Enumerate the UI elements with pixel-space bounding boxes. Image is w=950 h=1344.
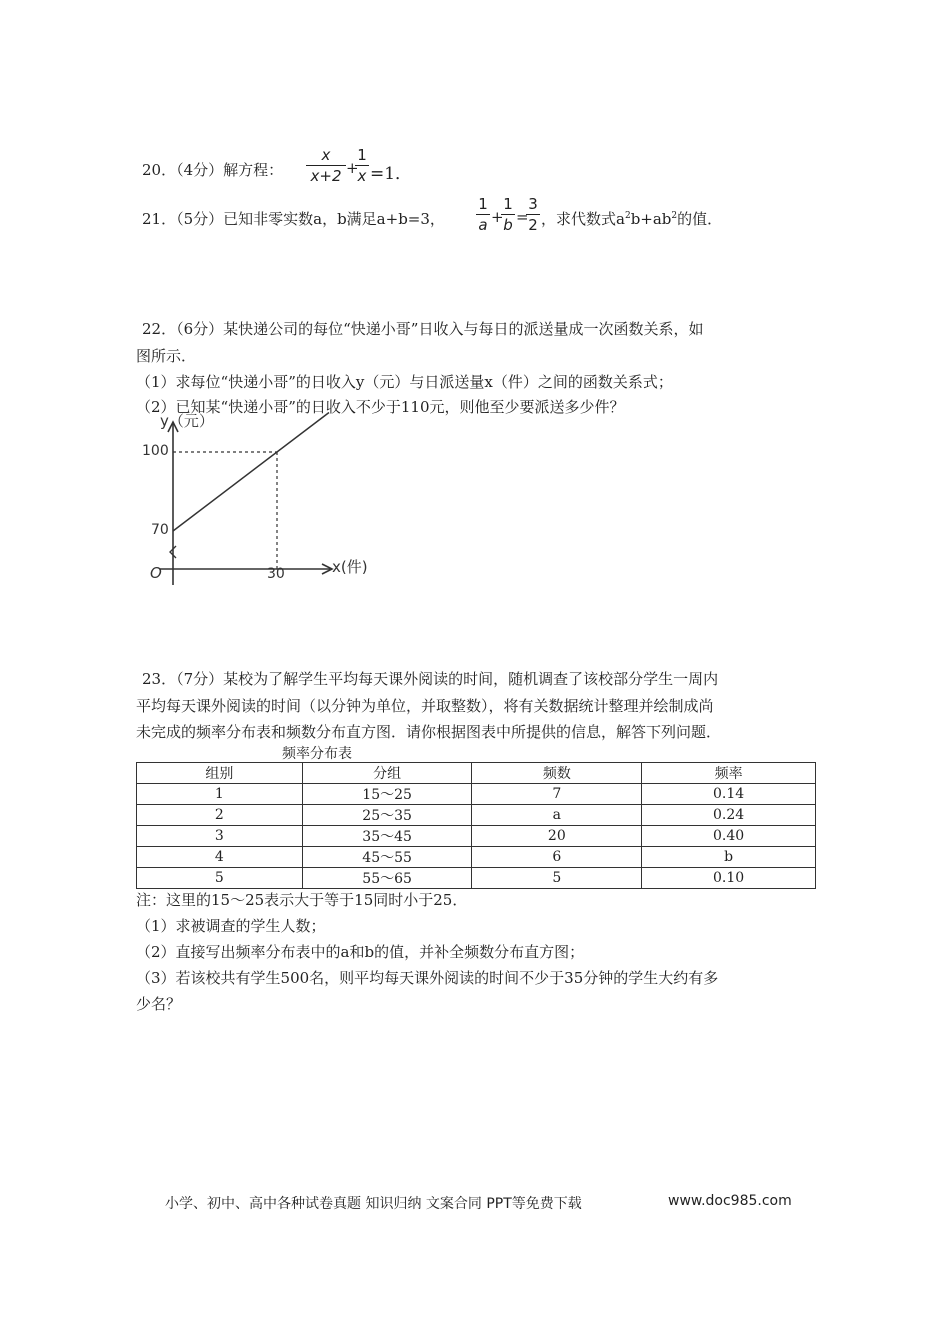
table-cell: 6 [472,847,642,868]
fraction-bar [476,214,490,215]
table-row [137,847,816,868]
q21-suffix-pre: ，求代数式a [541,210,625,228]
frequency-table [136,762,816,889]
fraction-bar [355,165,369,166]
table-cell: 0.24 [642,805,816,826]
q21-frac-b-denominator: b [503,216,513,234]
q23-part2: （2）直接写出频率分布表中的a和b的值，并补全频数分布直方图； [136,943,585,961]
table-cell: 3 [137,826,303,847]
q23-note: 注：这里的15～25表示大于等于15同时小于25． [136,891,468,909]
table-cell: 25～35 [302,805,472,826]
footer-url[interactable]: www.doc985.com [668,1193,792,1209]
q22-part2: （2）已知某“快递小哥”的日收入不少于110元，则他至少要派送多少件？ [136,398,625,416]
q21-frac-c-denominator: 2 [528,216,538,234]
table-cell: 15～25 [302,784,472,805]
q21-equals: = [516,208,529,226]
q21-fraction-a [476,195,490,234]
table-cell: 45～55 [302,847,472,868]
q22-part1: （1）求每位“快递小哥”的日收入y（元）与日派送量x（件）之间的函数关系式； [136,373,673,391]
table-cell: 55～65 [302,868,472,889]
table-cell: 0.10 [642,868,816,889]
header-cell: 频数 [472,763,642,784]
table-cell: 1 [137,784,303,805]
q22-function-graph [130,410,390,600]
q22-line1: 22．（6分）某快递公司的每位“快递小哥”日收入与每日的派送量成一次函数关系，如 [142,320,704,338]
q21-sup-2: 2 [671,211,678,221]
table-header-row [137,763,816,784]
table-cell: 35～45 [302,826,472,847]
header-cell: 组别 [137,763,303,784]
q21-suffix-mid: b+ab [630,210,672,228]
y-tick-100: 100 [142,443,169,459]
q23-line1: 23．（7分）某校为了解学生平均每天课外阅读的时间，随机调查了该校部分学生一周内 [142,670,719,688]
q21-suffix [541,208,722,229]
q23-part3-line1: （3）若该校共有学生500名，则平均每天课外阅读的时间不少于35分钟的学生大约有多 [136,969,719,987]
header-cell: 分组 [302,763,472,784]
q23-part1: （1）求被调查的学生人数； [136,917,326,935]
x-axis-label: x(件) [332,558,368,576]
header-cell: 频率 [642,763,816,784]
table-row [137,805,816,826]
q20-fraction-2 [355,146,369,185]
y-tick-70: 70 [151,522,169,538]
table-cell: 7 [472,784,642,805]
table-cell: 20 [472,826,642,847]
q20-suffix: =1． [370,164,413,184]
q20-frac2-denominator: x [357,167,367,185]
q23-line3: 未完成的频率分布表和频数分布直方图．请你根据图表中所提供的信息，解答下列问题． [136,723,722,741]
table-cell: 2 [137,805,303,826]
q21-frac-c-numerator: 3 [528,195,538,213]
table-cell: a [472,805,642,826]
origin-label: O [150,564,162,582]
q22-line2: 图所示． [136,347,197,365]
q21-frac-a-numerator: 1 [478,195,488,213]
footer-text: 小学、初中、高中各种试卷真题 知识归纳 文案合同 PPT等免费下载 [165,1196,582,1212]
table-cell: 0.14 [642,784,816,805]
q20-prefix: 20．（4分）解方程： [142,161,284,179]
table-row [137,868,816,889]
q23-part3-line2: 少名？ [136,995,182,1013]
fraction-bar [501,214,515,215]
table-row [137,826,816,847]
q20-frac1-numerator: x [321,146,331,164]
q20-frac1-denominator: x+2 [310,167,342,185]
table-row [137,784,816,805]
q20-fraction-1 [306,146,346,185]
q21-fraction-c [526,195,540,234]
table-cell: 0.40 [642,826,816,847]
q21-frac-a-denominator: a [478,216,488,234]
table-cell: 4 [137,847,303,868]
function-line [173,413,329,532]
y-axis-label: y（元） [160,412,214,430]
q23-line2: 平均每天课外阅读的时间（以分钟为单位，并取整数），将有关数据统计整理并绘制成尚 [136,697,714,715]
table-cell: 5 [137,868,303,889]
q21-frac-b-numerator: 1 [503,195,513,213]
table-cell: 5 [472,868,642,889]
q21-prefix: 21．（5分）已知非零实数a，b满足a+b=3， [142,210,445,228]
q20-plus: + [346,159,359,177]
q21-fraction-b [501,195,515,234]
fraction-bar [526,214,540,215]
table-cell: b [642,847,816,868]
q20-frac2-numerator: 1 [357,146,367,164]
q21-suffix-post: 的值． [677,210,723,228]
table-title: 频率分布表 [282,746,352,762]
x-tick-30: 30 [267,566,285,582]
fraction-bar [306,165,346,166]
q21-plus: + [491,208,504,226]
q21-sup-1: 2 [624,211,631,221]
